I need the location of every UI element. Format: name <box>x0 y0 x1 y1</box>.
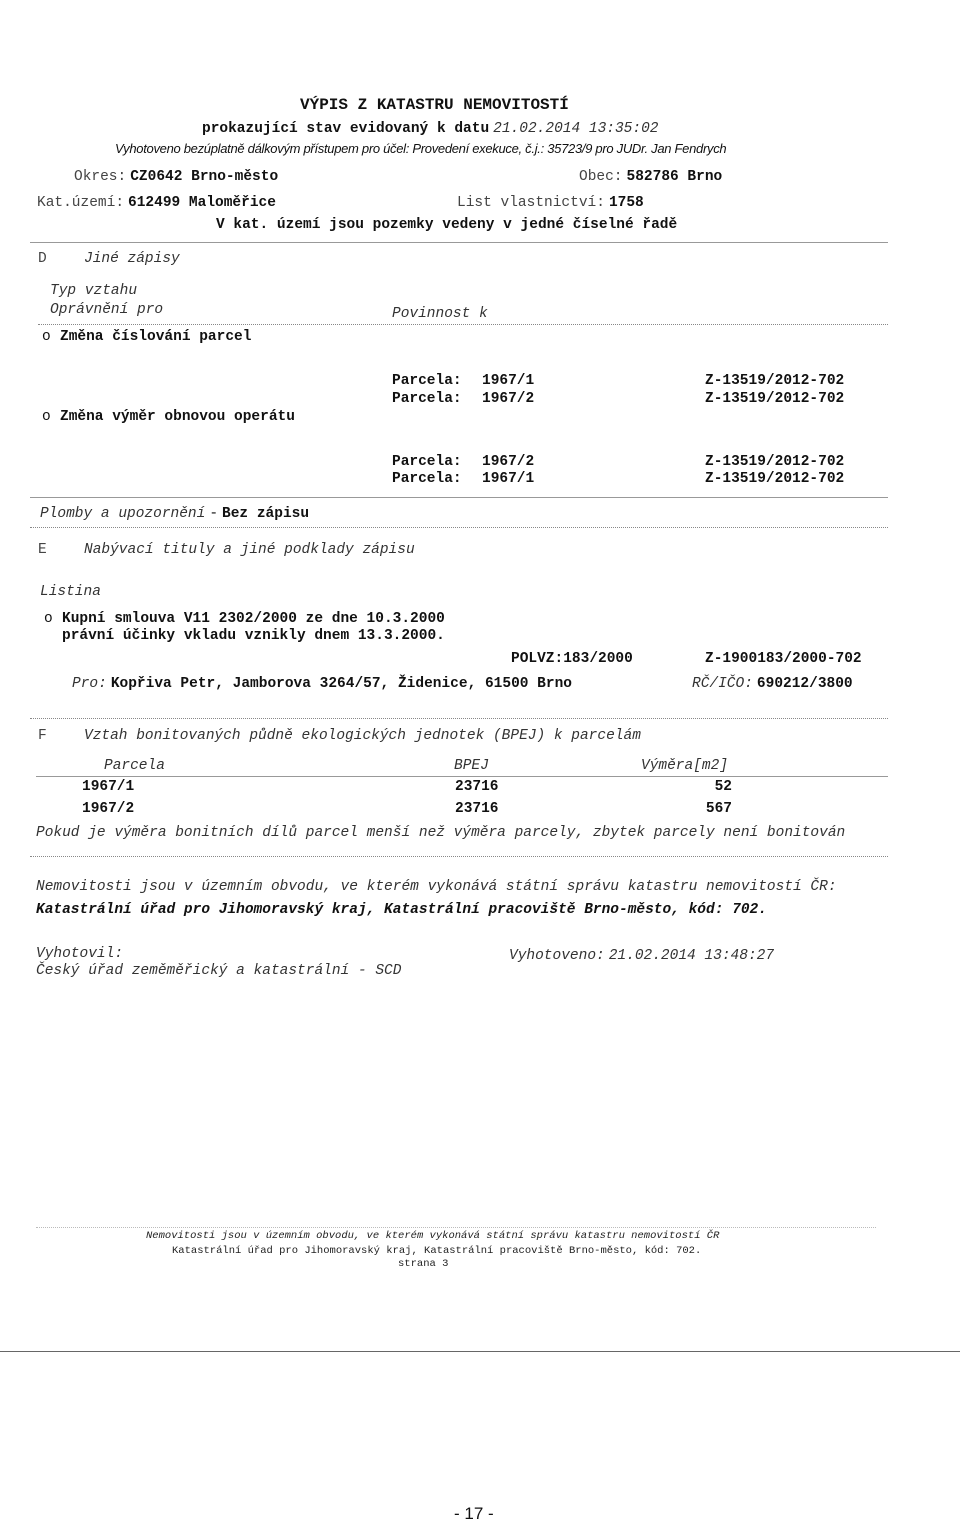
divider <box>36 776 888 777</box>
bpej-row-code: 23716 <box>455 779 499 795</box>
parcel-label: Parcela: <box>392 391 462 407</box>
parcel-number: 1967/1 <box>482 471 535 487</box>
plomby-row <box>40 504 309 522</box>
rc-value: 690212/3800 <box>756 676 853 692</box>
divider <box>38 324 888 325</box>
bpej-header-bpej: BPEJ <box>454 758 489 774</box>
obec-label: Obec: <box>579 169 623 185</box>
vyhotoveno-value: 21.02.2014 13:48:27 <box>608 948 775 964</box>
generated-note: Vyhotoveno bezúplatně dálkovým přístupem pro účel: Provedení exekuce, č.j.: 35723/9 pro JUDr. Jan Fendrych <box>115 141 727 156</box>
obec-value: 582786 Brno <box>626 169 723 185</box>
bpej-row-parcela: 1967/2 <box>82 801 135 817</box>
lv-value: 1758 <box>608 195 644 211</box>
section-e-title: Nabývací tituly a jiné podklady zápisu <box>84 542 415 558</box>
entry-bullet: o <box>42 409 51 425</box>
rc-row <box>692 674 853 692</box>
parcel-ref: Z-13519/2012-702 <box>705 454 845 470</box>
listina-bullet: o <box>44 611 53 627</box>
bpej-row-parcela: 1967/1 <box>82 779 135 795</box>
divider <box>30 527 888 528</box>
plomby-dash: - <box>209 506 219 522</box>
pro-label: Pro: <box>72 676 107 692</box>
listina-line: Kupní smlouva V11 2302/2000 ze dne 10.3.2000 <box>62 611 445 627</box>
bpej-row-vymera: 567 <box>705 801 732 817</box>
entry-title: Změna výměr obnovou operátu <box>60 409 295 425</box>
section-e-letter: E <box>38 542 47 558</box>
divider <box>36 1227 876 1228</box>
parcel-label: Parcela: <box>392 471 462 487</box>
page-number: - 17 - <box>454 1504 494 1523</box>
parcel-ref: Z-13519/2012-702 <box>705 471 845 487</box>
pro-row <box>72 674 572 692</box>
parcel-number: 1967/2 <box>482 454 535 470</box>
section-d-letter: D <box>38 251 47 267</box>
listina-ref: Z-1900183/2000-702 <box>705 651 862 667</box>
office-name: Katastrální úřad pro Jihomoravský kraj, Katastrální pracoviště Brno-město, kód: 702. <box>36 902 767 918</box>
polvz: POLVZ:183/2000 <box>511 651 633 667</box>
divider <box>30 856 888 857</box>
parcel-number: 1967/2 <box>482 391 535 407</box>
footer-page-label: strana 3 <box>398 1258 449 1270</box>
okres-label: Okres: <box>74 169 127 185</box>
plomby-label: Plomby a upozornění <box>40 506 206 522</box>
document-subtitle <box>202 119 658 137</box>
bpej-header-parcela: Parcela <box>104 758 165 774</box>
pro-value: Kopřiva Petr, Jamborova 3264/57, Židenice, 61500 Brno <box>110 676 572 692</box>
section-d-title: Jiné zápisy <box>84 251 180 267</box>
katuzemi-value: 612499 Maloměřice <box>128 195 276 211</box>
parcel-ref: Z-13519/2012-702 <box>705 391 845 407</box>
entry-title: Změna číslování parcel <box>60 329 252 345</box>
col-typ-vztahu: Typ vztahu <box>50 283 138 299</box>
office-line: Nemovitosti jsou v územním obvodu, ve kterém vykonává státní správu katastru nemovitostí ČR: <box>36 879 837 895</box>
katuzemi-row <box>37 193 276 211</box>
vyhotovil-label: Vyhotovil: <box>36 946 124 962</box>
okres-value: CZ0642 Brno-město <box>130 169 279 185</box>
parcel-ref: Z-13519/2012-702 <box>705 373 845 389</box>
bpej-header-vymera: Výměra[m2] <box>641 758 729 774</box>
bpej-row-code: 23716 <box>455 801 499 817</box>
lv-label: List vlastnictví: <box>457 195 605 211</box>
section-f-title: Vztah bonitovaných půdně ekologických jednotek (BPEJ) k parcelám <box>84 728 641 744</box>
subtitle-date: 21.02.2014 13:35:02 <box>493 121 659 137</box>
vyhotovil-value: Český úřad zeměměřický a katastrální - SCD <box>36 963 402 979</box>
katuzemi-label: Kat.území: <box>37 195 125 211</box>
series-note: V kat. území jsou pozemky vedeny v jedné číselné řadě <box>216 217 678 233</box>
col-povinnost: Povinnost k <box>392 306 488 322</box>
vyhotoveno-label: Vyhotoveno: <box>509 948 605 964</box>
parcel-number: 1967/1 <box>482 373 535 389</box>
okres-row <box>74 167 278 185</box>
listina-line: právní účinky vkladu vznikly dnem 13.3.2000. <box>62 628 445 644</box>
document-title: VÝPIS Z KATASTRU NEMOVITOSTÍ <box>300 96 569 114</box>
divider <box>0 1351 960 1352</box>
section-f-letter: F <box>38 728 47 744</box>
divider <box>30 242 888 243</box>
plomby-value: Bez zápisu <box>222 506 310 522</box>
obec-row <box>579 167 722 185</box>
bpej-note: Pokud je výměra bonitních dílů parcel menší než výměra parcely, zbytek parcely není bonitován <box>36 825 846 841</box>
bpej-row-vymera: 52 <box>714 779 732 795</box>
subtitle-label: prokazující stav evidovaný k datu <box>202 121 490 137</box>
listina-label: Listina <box>40 584 101 600</box>
parcel-label: Parcela: <box>392 373 462 389</box>
vyhotoveno-row <box>509 946 774 964</box>
footer-line: Katastrální úřad pro Jihomoravský kraj, Katastrální pracoviště Brno-město, kód: 702. <box>172 1245 702 1257</box>
footer-line: Nemovitosti jsou v územním obvodu, ve kterém vykonává státní správu katastru nemovitostí ČR <box>146 1230 720 1242</box>
parcel-label: Parcela: <box>392 454 462 470</box>
rc-label: RČ/IČO: <box>692 676 753 692</box>
divider <box>30 718 888 719</box>
entry-bullet: o <box>42 329 51 345</box>
col-opravneni: Oprávnění pro <box>50 302 164 318</box>
lv-row <box>457 193 644 211</box>
divider <box>30 497 888 498</box>
